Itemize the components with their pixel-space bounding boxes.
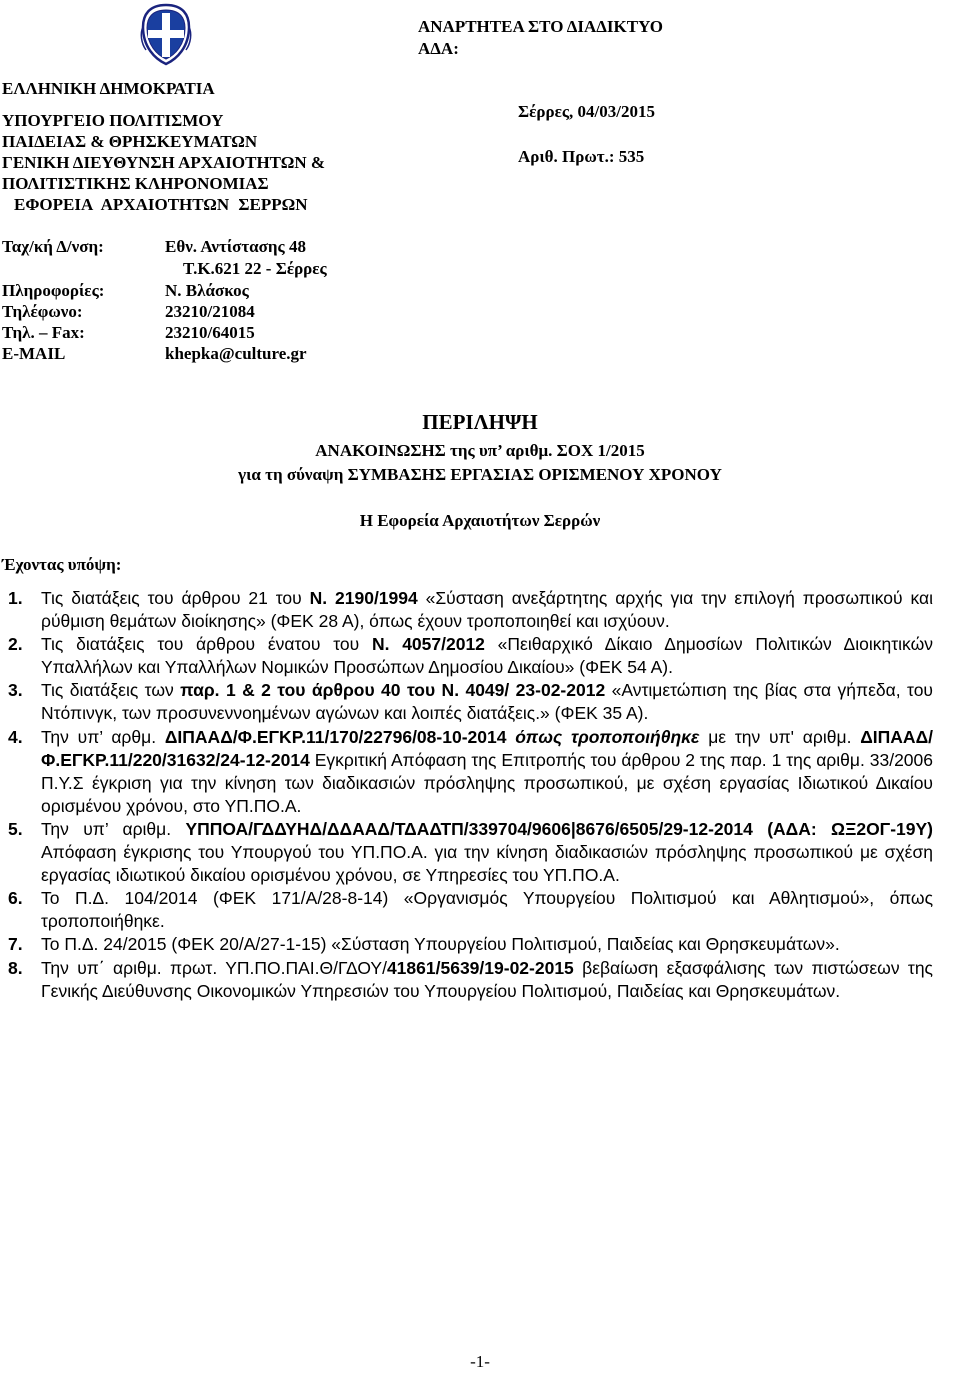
text-run: Ν. 4057/2012 <box>371 634 485 655</box>
phone-value: 23210/21084 <box>165 302 255 321</box>
list-item <box>8 726 933 818</box>
address-label: Ταχ/κή Δ/νση: <box>2 237 104 256</box>
list-item <box>8 818 933 887</box>
considerations-list <box>8 587 933 1003</box>
text-run: Ν. 2190/1994 <box>309 588 418 608</box>
page-number: -1- <box>470 1352 490 1371</box>
text-run: όπως τροποποιήθηκε <box>506 726 700 747</box>
list-item-number: 4. <box>8 726 23 747</box>
list-item <box>8 933 933 956</box>
list-item <box>8 633 933 679</box>
list-item-text <box>41 679 933 725</box>
list-item-text <box>41 726 933 818</box>
email-value: khepka@culture.gr <box>165 344 307 363</box>
list-item-number: 2. <box>8 634 23 655</box>
contract-subtitle: για τη σύναψη ΣΥΜΒΑΣΗΣ ΕΡΓΑΣΙΑΣ ΟΡΙΣΜΕΝΟΥ ΧΡΟΝΟΥ <box>238 465 722 484</box>
ministry-line: ΓΕΝΙΚΗ ΔΙΕΥΘΥΝΣΗ ΑΡΧΑΙΟΤΗΤΩΝ & <box>2 153 326 172</box>
text-run: «Αντιμετώπιση της βίας στα γήπεδα, του Ντόπινγκ, των προσυνεννοημένων αγώνων και λοιπές διατάξεις.» (ΦΕΚ 35 Α). <box>41 680 934 724</box>
list-item <box>8 887 933 933</box>
fax-label: Τηλ. – Fax: <box>2 323 85 342</box>
text-run: ΔΙΠΑΑΔ/Φ.ΕΓΚΡ.11/170/22796/08-10-2014 <box>164 726 507 747</box>
ministry-line: ΕΦΟΡΕΙΑ ΑΡΧΑΙΟΤΗΤΩΝ ΣΕΡΡΩΝ <box>14 195 308 214</box>
list-item <box>8 679 933 725</box>
text-run: Τις διατάξεις των <box>41 680 181 701</box>
ministry-line: ΠΑΙΔΕΙΑΣ & ΘΡΗΣΚΕΥΜΑΤΩΝ <box>2 132 258 151</box>
info-value: Ν. Βλάσκος <box>165 281 249 300</box>
list-item-number: 6. <box>8 888 23 909</box>
fax-value: 23210/64015 <box>165 323 255 342</box>
text-run: Τις διατάξεις του άρθρου ένατου του <box>41 634 372 655</box>
list-item-number: 7. <box>8 934 23 955</box>
list-item-text <box>41 818 933 887</box>
republic-title: ΕΛΛΗΝΙΚΗ ΔΗΜΟΚΡΑΤΙΑ <box>2 79 215 98</box>
text-run: παρ. 1 & 2 του άρθρου 40 του Ν. 4049/ 23-02-2012 <box>180 680 606 701</box>
place-date: Σέρρες, 04/03/2015 <box>518 102 655 121</box>
text-run: με την υπ' αριθμ. <box>699 726 861 747</box>
text-run: «Σύσταση ανεξάρτητης αρχής για την επιλογή προσωπικού και ρύθμιση θεμάτων διοίκησης» (ΦΕΚ 28 Α), όπως έχουν τροποποιηθεί και ισχύουν. <box>41 588 933 632</box>
text-run: «Πειθαρχικό Δίκαιο Δημοσίων Πολιτικών Διοικητικών Υπαλλήλων και Υπαλλήλων Νομικών Προσώπων Δημοσίου Δικαίου» (ΦΕΚ 54 Α). <box>41 634 933 678</box>
protocol-number: Αριθ. Πρωτ.: 535 <box>518 147 645 166</box>
text-run: Εγκριτική Απόφαση της Επιτροπής του άρθρου 2 της παρ. 1 της αριθμ. 33/2006 Π.Υ.Σ έγκριση για την κίνηση των διαδικασιών πρόσληψης προσωπικού, με σχέση εργασίας Ιδιωτικού Δικαίου ορισμένου χρόνου, στο ΥΠ.ΠΟ.Α. <box>41 749 933 816</box>
phone-label: Τηλέφωνο: <box>2 302 83 321</box>
ministry-line: ΠΟΛΙΤΙΣΤΙΚΗΣ ΚΛΗΡΟΝΟΜΙΑΣ <box>2 174 269 193</box>
posting-notice: ΑΝΑΡΤΗΤΕΑ ΣΤΟ ΔΙΑΔΙΚΤΥΟ <box>418 17 663 36</box>
text-run: Απόφαση έγκρισης του Υπουργού του ΥΠ.ΠΟ.Α. για την κίνηση διαδικασιών πρόσληψης προσωπικού με σχέση εργασίας ιδιωτικού δικαίου ορισμένου χρόνου, σε Υπηρεσίες του ΥΠ.ΠΟ.Α. <box>41 842 933 886</box>
list-item-text <box>41 933 933 956</box>
text-run: 41861/5639/19-02-2015 <box>386 957 574 978</box>
list-item-text <box>41 633 933 679</box>
announcement-subtitle: ΑΝΑΚΟΙΝΩΣΗΣ της υπ’ αριθμ. ΣΟΧ 1/2015 <box>315 441 645 460</box>
list-item-text <box>41 957 933 1003</box>
list-item-number: 8. <box>8 957 23 978</box>
email-label: E-MAIL <box>2 344 66 363</box>
list-item-text <box>41 887 933 933</box>
summary-title: ΠΕΡΙΛΗΨΗ <box>422 410 538 434</box>
text-run: Την υπ’ αριθμ. <box>41 818 186 839</box>
address-line: Εθν. Αντίστασης 48 <box>165 237 306 256</box>
list-item-number: 1. <box>8 588 23 608</box>
list-item-number: 5. <box>8 818 23 839</box>
list-item-number: 3. <box>8 680 23 701</box>
info-label: Πληροφορίες: <box>2 281 105 300</box>
text-run: Το Π.Δ. 104/2014 (ΦΕΚ 171/Α/28-8-14) «Οργανισμός Υπουργείου Πολιτισμού και Αθλητισμού», όπως τροποποιήθηκε. <box>41 888 933 932</box>
text-run: Την υπ’ αρθμ. <box>41 726 165 747</box>
text-run: ΔΙΠΑΑΔ/Φ.ΕΓΚΡ.11/220/31632/24-12-2014 <box>41 726 934 770</box>
considering-heading: Έχοντας υπόψη: <box>2 555 122 574</box>
text-run: Την υπ΄ αριθμ. πρωτ. ΥΠ.ΠΟ.ΠΑΙ.Θ/ΓΔΟΥ/ <box>41 957 387 978</box>
list-item-text <box>41 587 933 633</box>
authority-name: Η Εφορεία Αρχαιοτήτων Σερρών <box>359 511 601 530</box>
list-item <box>8 957 933 1003</box>
list-item <box>8 587 933 633</box>
ministry-line: ΥΠΟΥΡΓΕΙΟ ΠΟΛΙΤΙΣΜΟΥ <box>2 111 224 130</box>
address-line: Τ.Κ.621 22 - Σέρρες <box>183 259 327 278</box>
text-run: Το Π.Δ. 24/2015 (ΦΕΚ 20/Α/27-1-15) «Σύσταση Υπουργείου Πολιτισμού, Παιδείας και Θρησκευμάτων». <box>41 934 840 955</box>
text-run: Τις διατάξεις του άρθρου 21 του <box>41 588 310 608</box>
ada-label: ΑΔΑ: <box>418 39 459 58</box>
text-run: βεβαίωση εξασφάλισης των πιστώσεων της Γενικής Διεύθυνσης Οικονομικών Υπηρεσιών του Υπουργείου Πολιτισμού, Παιδείας και Θρησκευμάτων. <box>41 957 933 1001</box>
text-run: ΥΠΠΟΑ/ΓΔΔΥΗΔ/ΔΔΑΑΔ/ΤΔΑΔΤΠ/339704/9606|8676/6505/29-12-2014 (ΑΔΑ: ΩΞ2ΟΓ-19Υ) <box>185 818 933 839</box>
greek-coat-of-arms <box>137 3 195 66</box>
